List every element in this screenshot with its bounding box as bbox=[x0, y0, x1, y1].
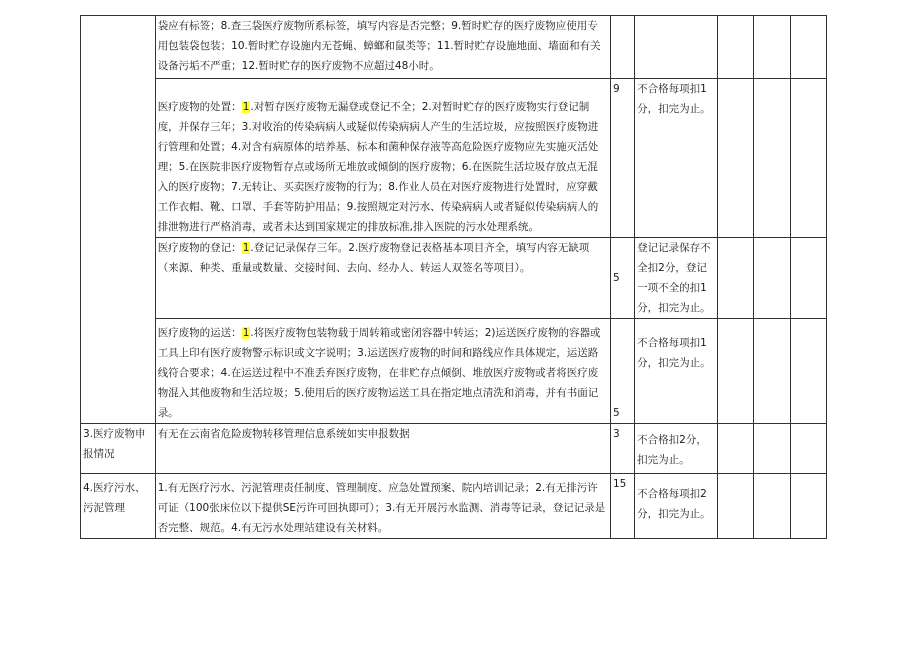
table-row bbox=[81, 319, 827, 424]
blank-cell bbox=[754, 238, 790, 319]
highlight-mark: 1 bbox=[242, 327, 250, 339]
blank-cell bbox=[790, 16, 826, 79]
item-title: 医疗废物的处置： bbox=[157, 101, 242, 113]
inspection-table bbox=[80, 15, 827, 539]
item-content: .将医疗废物包装物载于周转箱或密闭容器中转运；2)运送医疗废物的容器或工具上印有医疗废物警示标识或文字说明；3.运送医疗废物的时间和路线应作具体规定，运送路线符合要求；4.在运送过程中不准丢弃医疗废物，在非贮存点倾倒、堆放医疗废物或者将医疗废物混入其他废物和生活垃圾；5.使用后的医疗废物运送工具在指定地点清洗和消毒，并有书面记录。 bbox=[157, 327, 601, 419]
category-cell: 3.医疗废物申报情况 bbox=[81, 424, 156, 474]
blank-cell bbox=[790, 474, 826, 539]
blank-cell bbox=[717, 79, 753, 238]
deduction-cell: 不合格扣2分，扣完为止。 bbox=[635, 424, 718, 474]
deduction-cell: 不合格每项扣1分，扣完为止。 bbox=[635, 79, 718, 238]
blank-cell bbox=[754, 319, 790, 424]
content-cell bbox=[155, 238, 610, 319]
content-cell: 有无在云南省危险废物转移管理信息系统如实申报数据 bbox=[155, 424, 610, 474]
blank-cell bbox=[790, 424, 826, 474]
score-cell: 3 bbox=[610, 424, 634, 474]
content-cell bbox=[155, 319, 610, 424]
item-content: .对暂存医疗废物无漏登或登记不全；2.对暂时贮存的医疗废物实行登记制度，并保存三年；3.对收治的传染病病人或疑似传染病病人产生的生活垃圾，应按照医疗废物进行管理和处置；4.对含有病原体的培养基、标本和菌种保存液等高危险医疗废物应先实施灭活处理；5.在医院非医疗废物暂存点或场所无堆放或倾倒的医疗废物；6.在医院生活垃圾存放点无混入的医疗废物；7.无转让、买卖医疗废物的行为；8.作业人员在对医疗废物进行处置时，应穿戴工作衣帽、靴、口罩、手套等防护用品；9.按照规定对污水、传染病病人或者疑似传染病病人的排泄物进行严格消毒，或者未达到国家规定的排放标准,排入医院的污水处理系统。 bbox=[157, 101, 599, 233]
blank-cell bbox=[790, 319, 826, 424]
item-title: 医疗废物的登记： bbox=[157, 242, 242, 254]
blank-cell bbox=[717, 424, 753, 474]
blank-cell bbox=[717, 319, 753, 424]
blank-cell bbox=[754, 424, 790, 474]
deduction-cell: 不合格每项扣2分，扣完为止。 bbox=[635, 474, 718, 539]
item-title: 医疗废物的运送： bbox=[157, 327, 242, 339]
deduction-cell: 登记记录保存不全扣2分，登记一项不全的扣1分，扣完为止。 bbox=[635, 238, 718, 319]
table-row bbox=[81, 238, 827, 319]
content-cell: 袋应有标签；8.查三袋医疗废物所系标签，填写内容是否完整；9.暂时贮存的医疗废物应使用专用包装袋包装；10.暂时贮存设施内无苍蝇、蟑螂和鼠类等；11.暂时贮存设施地面、墙面和有关设备污垢不严重；12.暂时贮存的医疗废物不应超过48小时。 bbox=[155, 16, 610, 79]
category-cell bbox=[81, 16, 156, 424]
table-row bbox=[81, 424, 827, 474]
blank-cell bbox=[754, 474, 790, 539]
score-cell: 5 bbox=[610, 238, 634, 319]
blank-cell bbox=[717, 474, 753, 539]
blank-cell bbox=[790, 79, 826, 238]
blank-cell bbox=[754, 16, 790, 79]
item-content: .登记记录保存三年。2.医疗废物登记表格基本项目齐全，填写内容无缺项（来源、种类、重量或数量、交接时间、去向、经办人、转运人双签名等项目）。 bbox=[157, 242, 590, 274]
score-cell bbox=[610, 16, 634, 79]
blank-cell bbox=[717, 16, 753, 79]
category-cell: 4.医疗污水、污泥管理 bbox=[81, 474, 156, 539]
blank-cell bbox=[754, 79, 790, 238]
table-row bbox=[81, 79, 827, 238]
score-cell: 15 bbox=[610, 474, 634, 539]
table-row bbox=[81, 474, 827, 539]
score-cell: 5 bbox=[610, 319, 634, 424]
table-row bbox=[81, 16, 827, 79]
blank-cell bbox=[717, 238, 753, 319]
deduction-cell bbox=[635, 16, 718, 79]
content-cell bbox=[155, 79, 610, 238]
score-cell: 9 bbox=[610, 79, 634, 238]
highlight-mark: 1 bbox=[242, 242, 250, 254]
blank-cell bbox=[790, 238, 826, 319]
deduction-cell: 不合格每项扣1分，扣完为止。 bbox=[635, 319, 718, 424]
highlight-mark: 1 bbox=[242, 101, 250, 113]
content-cell: 1.有无医疗污水、污泥管理责任制度、管理制度、应急处置预案、院内培训记录；2.有无排污许可证（100张床位以下提供SE污许可回执即可）；3.有无开展污水监测、消毒等记录，登记记录是否完整、规范。4.有无污水处理站建设有关材料。 bbox=[155, 474, 610, 539]
